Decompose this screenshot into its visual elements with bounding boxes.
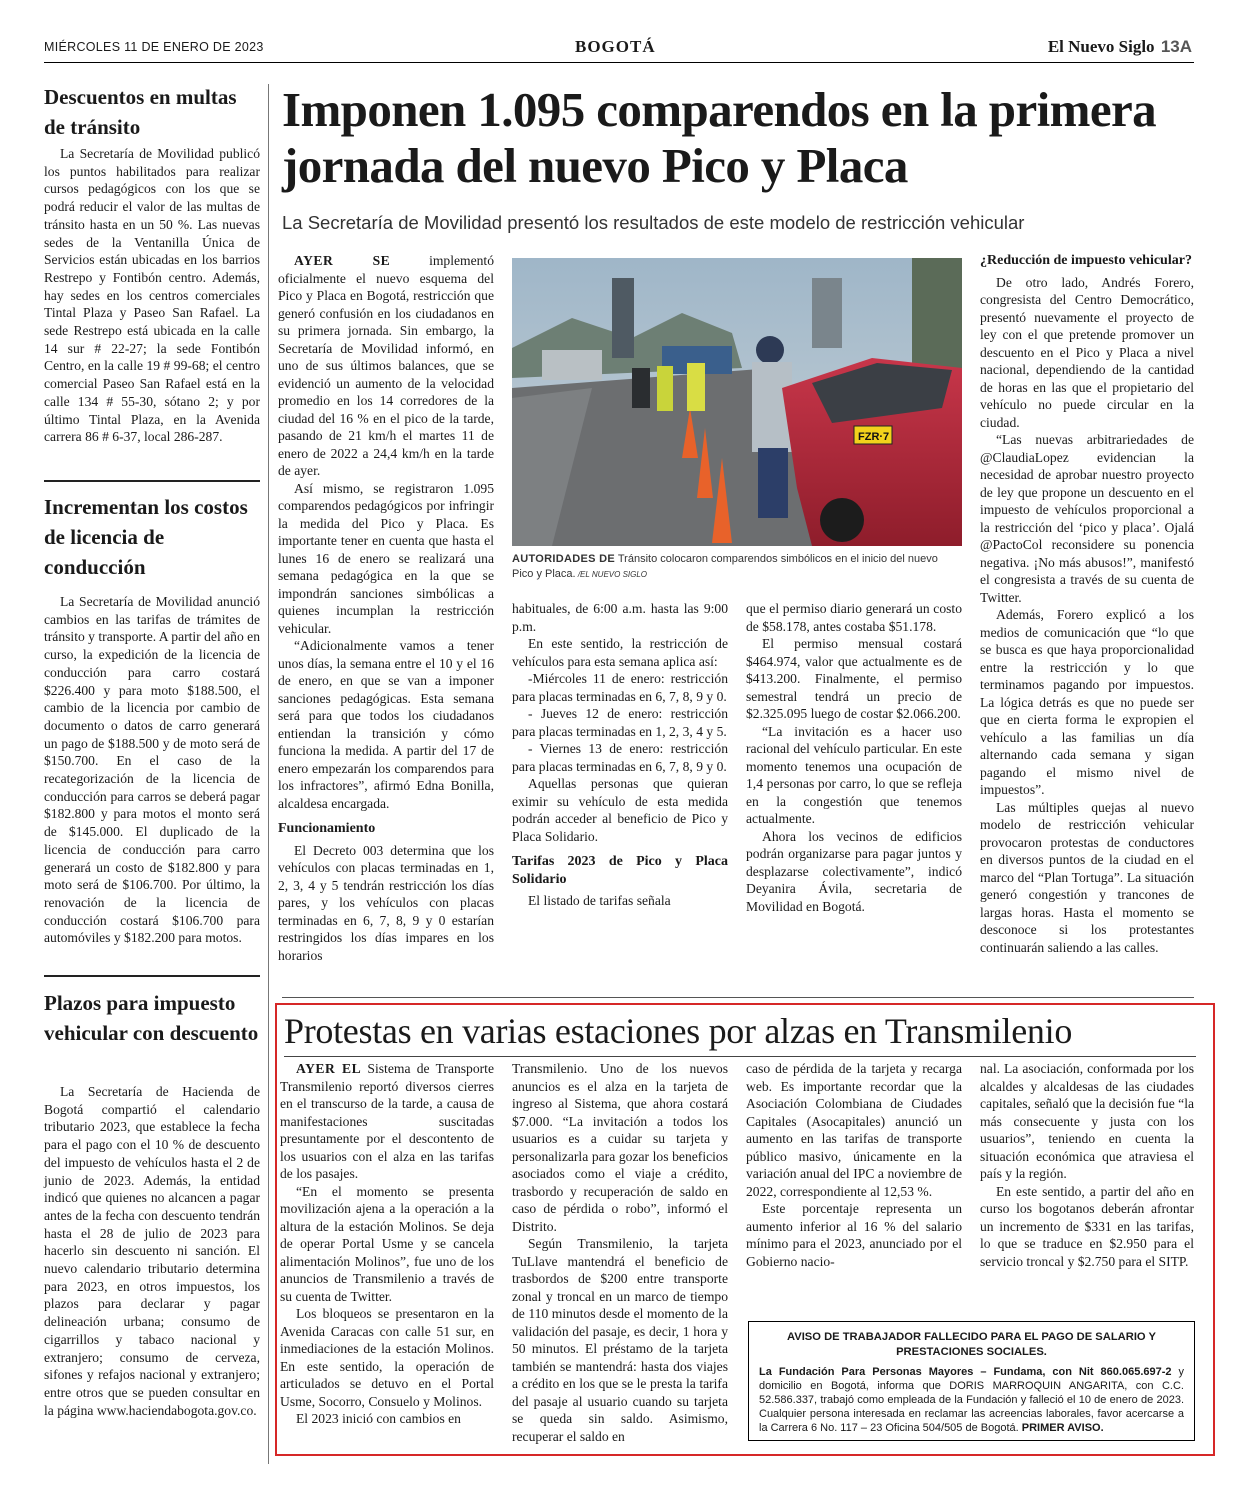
notice-closing: PRIMER AVISO. [1021,1422,1104,1434]
box-paragraph: Según Transmilenio, la tarjeta TuLlave mantendrá el beneficio de trasbordos de $200 entre transporte zonal y troncal en un marco de tiempo de 110 minutos desde el momento de la validación del pasaje, es decir, 1 hora y 50 minutos. El préstamo de la tarjeta también se mantendrá: hasta dos viajes a crédito en los que se le presta la tarifa del pasaje al usuario cuando su tarjeta se queda sin saldo. Asimismo, recuperar el saldo en [512,1236,728,1444]
paper-title: El Nuevo Siglo [1047,37,1155,56]
notice-text: y domicilio en Bogotá, informa que DORIS MARROQUIN ANGARITA, con C.C. 52.586.337, trabajó como empleada de la Fundación y falleció el 10 de enero de 2023. Cualquier persona interesada en reclamar las acreencias laborales, favor acercarse a la Carrera 6 No. 117 – 23 Oficina 504/505 de Bogotá. [759,1366,1184,1434]
article-paragraph: Las múltiples quejas al nuevo modelo de restricción vehicular provocaron protestas de conductores en diversos puntos de la ciudad en el marco del “Plan Tortuga”. La situación generó congestión y trancones de largas horas. Hasta el momento se desconoce si los protestantes continuarán saliendo a las calles. [980,799,1194,955]
article-paragraph: En este sentido, la restricción de vehículos para esta semana aplica así: [512,636,728,669]
brief-divider [44,480,260,482]
article-subheading: Funcionamiento [278,821,376,836]
article-paragraph: Aquellas personas que quieran eximir su vehículo de esta medida podrán acceder al beneficio de Pico y Placa Solidario. [512,776,728,844]
notice-title: AVISO DE TRABAJADOR FALLECIDO PARA EL PAGO DE SALARIO Y PRESTACIONES SOCIALES. [786,1331,1156,1358]
caption-lead: AUTORIDADES DE [512,553,616,565]
box-title-rule [284,1056,1196,1057]
issue-date: MIÉRCOLES 11 DE ENERO DE 2023 [44,40,264,54]
box-paragraph: “En el momento se presenta movilización ajena a la operación a la altura de la estación Molinos. Se deja de operar Portal Usme y se cancela alimentación Molinos”, fue uno de los anuncios de Transmilenio a través de su cuenta de Twitter. [280,1183,494,1304]
article-paragraph: que el permiso diario generará un costo de $58.178, antes costaba $51.178. [746,601,962,634]
box-headline: Protestas en varias estaciones por alzas en Transmilenio [284,1011,1073,1051]
article-paragraph: “Adicionalmente vamos a tener unos días, la semana entre el 10 y el 16 de enero, en que se van a imponer sanciones pedagógicas. Esta semana será para que todos los ciudadanos entiendan la transición y cómo funciona la medida. A partir del 17 de enero empezarán los comparendos para los infractores”, afirmó Edna Bonilla, alcaldesa encargada. [278,638,494,811]
brief-title-descuentos: Descuentos en multas de tránsito [44,85,237,139]
article-paragraph: “Las nuevas arbitrariedades de @ClaudiaLopez evidencian la necesidad de aprobar nuestro proyecto de ley que propone un descuento en el impuesto de vehículos proporcional a la restricción del ‘pico y placa’. Ojalá @PactoCol reconsidere su ponencia negativa. ¡No más abusos!”, manifestó el congresista a través de su cuenta de Twitter. [980,432,1194,605]
article-paragraph: Además, Forero explicó a los medios de comunicación que “lo que se busca es que haya proporcionalidad entre la restricción y lo que terminamos pagando por impuestos. La lógica detrás es que no puede ser que en cierta forma le expropien el vehículo a las familias un día alternando cada semana y sigan pagando el mismo nivel de impuestos”. [980,607,1194,797]
box-paragraph: Transmilenio. Uno de los nuevos anuncios es el alza en la tarjeta de ingreso al Sistema, que ahora costará $7.000. “La invitación a todos los usuarios es a cuidar su tarjeta y personalizarla para gozar los beneficios asociados como el viaje a crédito, trasbordo y recuperación de saldo en caso de pérdida o robo”, informó el Distrito. [512,1061,728,1234]
notice-body [759,1365,1184,1435]
article-lead-in: AYER SE [294,253,391,268]
article-paragraph: El Decreto 003 determina que los vehículos con placas terminadas en 1, 2, 3, 4 y 5 tendrán restricción los días pares, y los vehículos con placas terminadas en 6, 7, 8, 9 y 0 estarían restringidos los días impares en los horarios [278,842,494,963]
notice-org: La Fundación Para Personas Mayores – Fundama, con Nit 860.065.697-2 [759,1366,1172,1378]
article-column-1 [278,252,494,964]
article-column-3 [746,600,962,915]
box-lead-in: AYER EL [296,1061,362,1076]
article-paragraph: -Miércoles 11 de enero: restricción para placas terminadas en 6, 7, 8, 9 y 0. [512,671,728,704]
box-column-2 [512,1060,728,1445]
page-number: 13A [1160,37,1192,56]
article-paragraph: “La invitación es a hacer uso racional del vehículo particular. En este momento tenemos una ocupación de 1,4 personas por carro, lo que se refleja en la congestión que tenemos actualmente. [746,723,962,826]
brief-title-impuesto: Plazos para impuesto vehicular con descuento [44,991,259,1045]
brief-body-descuentos: La Secretaría de Movilidad publicó los puntos habilitados para realizar cursos pedagógicos con los que se podrá reducir el valor de las multas de tránsito hasta en un 50 %. Las nuevas sedes de la Ventanilla Única de Servicios están ubicadas en los barrios Restrepo y Fontibón centro. Además, hay sedes en los centros comerciales Tintal Plaza y Paseo San Rafael. La sede Restrepo está ubicada en la calle 14 sur # 22-27; la sede Fontibón Centro, en la calle 19 # 99-68; el centro comercial Paseo San Rafael está en la calle 134 # 55-30, sótano 2; y por último Tintal Plaza, en la Avenida carrera 86 # 6-37, local 286-287. [44,146,260,445]
article-paragraph: Así mismo, se registraron 1.095 comparendos pedagógicos por infringir la medida del Pico y Placa. Es importante tener en cuenta que hasta el lunes 16 de enero se realizará una semana pedagógica en la que se impondrán sanciones simbólicas a quienes incumplan la restricción vehicular. [278,480,494,636]
box-paragraph: caso de pérdida de la tarjeta y recarga web. Es importante recordar que la Asociación Colombiana de Ciudades Capitales (Asocapitales) anunció un aumento en las tarifas de transporte público masivo, únicamente en la variación anual del IPC a noviembre de 2022, correspondiente al 12,53 %. [746,1061,962,1199]
brief-divider [44,975,260,977]
article-subheading: ¿Reducción de impuesto vehicular? [980,253,1192,268]
license-plate: FZR·7 [858,431,890,443]
header-rule [44,62,1194,63]
brief-body-impuesto: La Secretaría de Hacienda de Bogotá compartió el calendario tributario 2023, que establece la fecha para el pago con el 10 % de descuento del impuesto de vehículos hasta el 2 de junio de 2023. Además, la entidad indicó que quienes no alcancen a pagar antes de la fecha con descuento tendrán hasta el 28 de julio de 2023 para hacerlo sin descuento ni sanción. El nuevo calendario tributario determina para 2023, en otros impuestos, los plazos para declarar y pagar delineación urbana; consumo de cigarrillos y tabaco nacional y extranjero; consumo de cerveza, sifones y refajos nacional y extranjero; entre otros que se pueden consultar en la página www.haciendabogota.gov.co. [44,1084,260,1418]
photo-caption [512,552,962,582]
article-paragraph: habituales, de 6:00 a.m. hasta las 9:00 p.m. [512,601,728,634]
newspaper-name [1048,37,1192,57]
article-photo [512,258,962,546]
article-paragraph: El permiso mensual costará $464.974, valor que actualmente es de $413.200. Finalmente, el permiso semestral tendrá un precio de $2.325.095 luego de costar $2.066.200. [746,636,962,721]
main-headline: Imponen 1.095 comparendos en la primera jornada del nuevo Pico y Placa [282,82,1157,193]
article-subheading: Tarifas 2023 de Pico y Placa Solidario [512,854,728,887]
box-column-4 [980,1060,1194,1270]
box-paragraph: En este sentido, a partir del año en curso los bogotanos deberán afrontar un incremento de $331 en las tarifas, lo que se traduce en $2.950 para el servicio troncal y $2.750 para el SITP. [980,1183,1194,1269]
article-paragraph: implementó oficialmente el nuevo esquema del Pico y Placa en Bogotá, restricción que generó confusión en los ciudadanos en su primera jornada. Sin embargo, la Secretaría de Movilidad informó, en uno de sus últimos balances, que se evidenció un aumento de la velocidad promedio en los 14 corredores de la ciudad del 16 % en el pico de la tarde, pasando de 21 km/h el martes 11 de enero de 2022 a 24,4 km/h en la tarde de ayer. [278,253,494,478]
photo-credit: /EL NUEVO SIGLO [575,570,648,579]
box-column-1 [280,1060,494,1428]
legal-notice [748,1321,1195,1441]
section-name: BOGOTÁ [575,37,656,56]
article-column-4 [980,252,1194,956]
main-subheadline: La Secretaría de Movilidad presentó los resultados de este modelo de restricción vehicular [282,212,1025,233]
column-divider [268,84,269,1464]
brief-title-licencia: Incrementan los costos de licencia de conducción [44,495,248,579]
article-paragraph: Ahora los vecinos de edificios podrán organizarse para pagar juntos y desplazarse colectivamente”, indicó Deyanira Ávila, secretaria de Movilidad en Bogotá. [746,828,962,914]
page-header [0,0,1238,60]
brief-body-licencia: La Secretaría de Movilidad anunció cambios en las tarifas de trámites de tránsito y transporte. A partir del año en curso, la expedición de la licencia de conducción para carro costará $226.400 y para moto $188.500, el cambio de la licencia por cambio de documento o datos de carro generará un pago de $188.500 y de moto será de $150.700. En el caso de la recategorización de la licencia de conducción para carros se deberá pagar $182.800 y para motos el monto será de $145.000. El duplicado de la licencia de conducción para carro generará un costo de $182.800 y para moto será de $106.700. Por último, la renovación de la licencia de conducción costará $106.700 para automóviles y $182.200 para motos. [44,594,260,946]
box-paragraph: Sistema de Transporte Transmilenio reportó diversos cierres en el transcurso de la tarde, a causa de manifestaciones suscitadas presuntamente por el descontento de los usuarios con el alza en las tarifas de los pasajes. [280,1061,494,1181]
article-paragraph: - Jueves 12 de enero: restricción para placas terminadas en 1, 2, 3, 4 y 5. [512,706,728,739]
box-paragraph: Este porcentaje representa un aumento inferior al 16 % del salario mínimo para el 2023, anunciado por el Gobierno nacio- [746,1201,962,1269]
box-paragraph: Los bloqueos se presentaron en la Avenida Caracas con calle 51 sur, en inmediaciones de la estación Molinos. En este sentido, la operación de articulados se detuvo en el Portal Usme, Socorro, Consuelo y Molinos. [280,1306,494,1409]
article-paragraph: - Viernes 13 de enero: restricción para placas terminadas en 6, 7, 8, 9 y 0. [512,741,728,774]
traffic-police-photo [512,258,962,546]
article-column-2 [512,600,728,910]
section-divider [282,997,1194,998]
article-paragraph: De otro lado, Andrés Forero, congresista del Centro Democrático, presentó nuevamente el proyecto de ley con el que pretende promover un descuento en el Pico y Placa a nivel nacional, dependiendo de la cantidad de horas en las que el propietario del vehículo no puede circular en la ciudad. [980,274,1194,430]
box-paragraph: El 2023 inició con cambios en [296,1411,461,1426]
box-column-3 [746,1060,962,1270]
article-paragraph: El listado de tarifas señala [528,893,671,908]
caption-text: Tránsito colocaron comparendos simbólicos en el inicio del nuevo Pico y Placa. [512,553,938,580]
box-paragraph: nal. La asociación, conformada por los alcaldes y alcaldesas de las ciudades capitales, señaló que la decisión fue “la más consecuente y justa con los usuarios”, teniendo en cuenta la situación económica que atraviesa el país y la región. [980,1061,1195,1181]
